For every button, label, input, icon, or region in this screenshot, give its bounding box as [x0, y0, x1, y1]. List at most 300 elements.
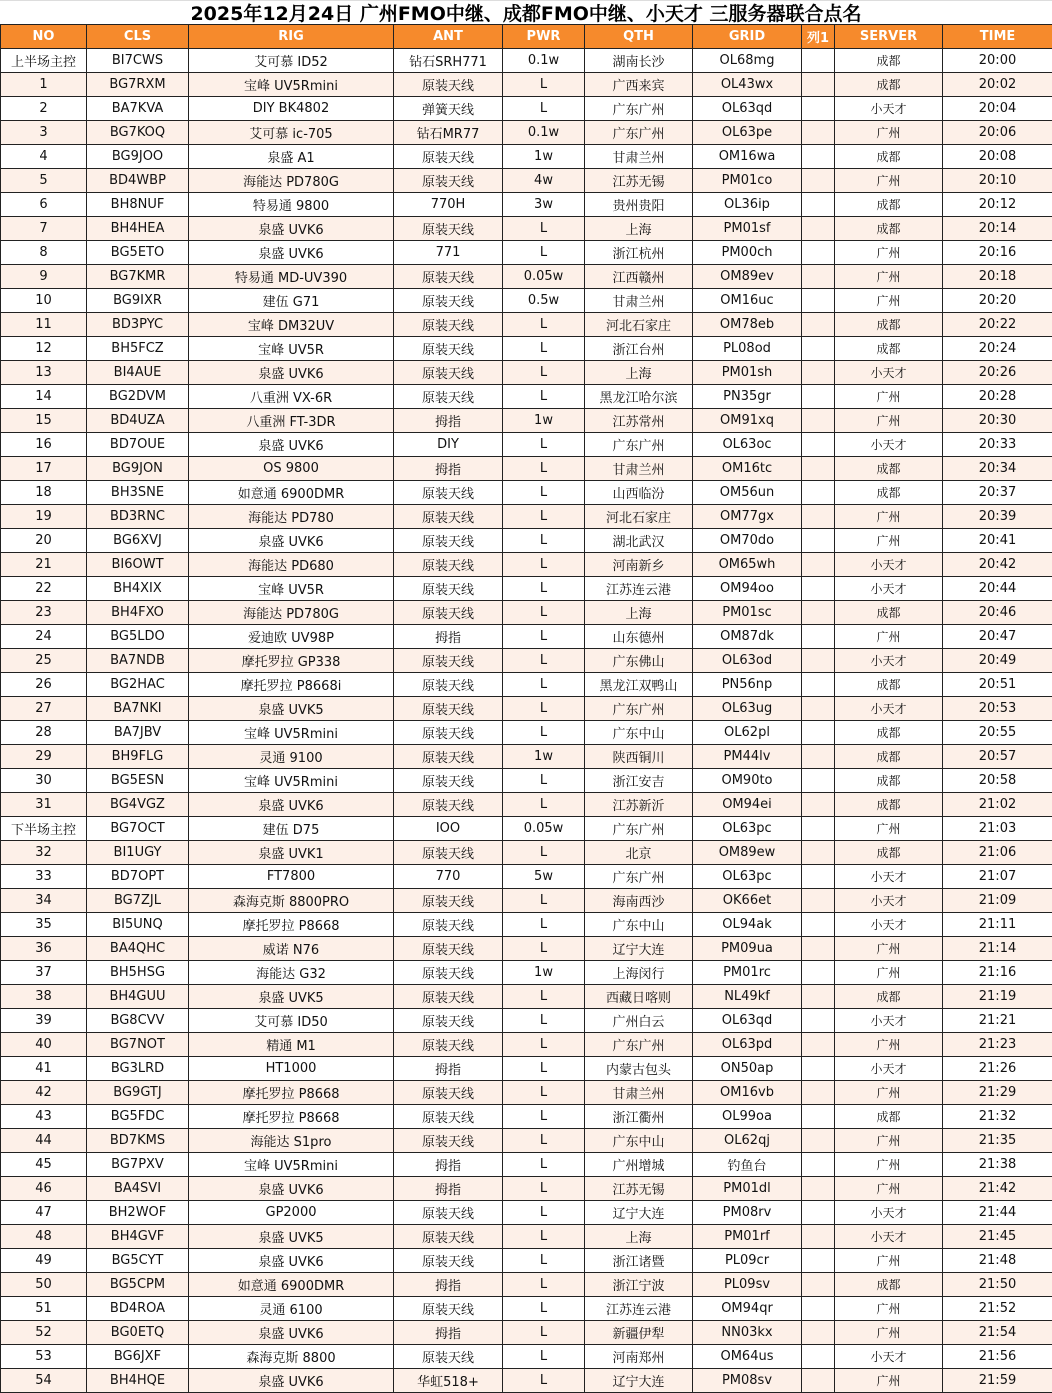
- cell-rig[interactable]: 摩托罗拉 P8668: [189, 1081, 394, 1105]
- cell-power[interactable]: 0.05w: [503, 817, 585, 841]
- cell-callsign[interactable]: BH4HQE: [87, 1369, 189, 1393]
- cell-power[interactable]: L: [503, 73, 585, 97]
- cell-grid[interactable]: OM87dk: [693, 625, 802, 649]
- cell-antenna[interactable]: 拇指: [394, 1321, 503, 1345]
- cell-server[interactable]: 广州: [835, 1177, 943, 1201]
- cell-callsign[interactable]: BH9FLG: [87, 745, 189, 769]
- cell-server[interactable]: 小天才: [835, 649, 943, 673]
- cell-grid[interactable]: OM89ev: [693, 265, 802, 289]
- cell-grid[interactable]: ON50ap: [693, 1057, 802, 1081]
- cell-no[interactable]: 39: [1, 1009, 87, 1033]
- cell-callsign[interactable]: BG9JOO: [87, 145, 189, 169]
- cell-callsign[interactable]: BG9JON: [87, 457, 189, 481]
- cell-antenna[interactable]: 原装天线: [394, 1345, 503, 1369]
- cell-grid[interactable]: PM44lv: [693, 745, 802, 769]
- cell-antenna[interactable]: 原装天线: [394, 841, 503, 865]
- cell-qth[interactable]: 湖南长沙: [585, 49, 693, 73]
- cell-rig[interactable]: OS 9800: [189, 457, 394, 481]
- cell-rig[interactable]: 海能达 PD780G: [189, 169, 394, 193]
- cell-callsign[interactable]: BG7PXV: [87, 1153, 189, 1177]
- cell-server[interactable]: 小天才: [835, 1201, 943, 1225]
- cell-rig[interactable]: DIY BK4802: [189, 97, 394, 121]
- cell-antenna[interactable]: 原装天线: [394, 937, 503, 961]
- cell-server[interactable]: 成都: [835, 673, 943, 697]
- cell-power[interactable]: L: [503, 505, 585, 529]
- cell-col1[interactable]: [802, 409, 835, 433]
- cell-grid[interactable]: OM16wa: [693, 145, 802, 169]
- cell-server[interactable]: 广州: [835, 121, 943, 145]
- cell-no[interactable]: 18: [1, 481, 87, 505]
- cell-rig[interactable]: 八重洲 VX-6R: [189, 385, 394, 409]
- column-header-time[interactable]: TIME: [943, 25, 1052, 49]
- cell-qth[interactable]: 上海: [585, 1225, 693, 1249]
- cell-server[interactable]: 广州: [835, 1321, 943, 1345]
- cell-server[interactable]: 小天才: [835, 577, 943, 601]
- cell-no[interactable]: 10: [1, 289, 87, 313]
- cell-callsign[interactable]: BA7JBV: [87, 721, 189, 745]
- cell-no[interactable]: 49: [1, 1249, 87, 1273]
- cell-callsign[interactable]: BA7NDB: [87, 649, 189, 673]
- cell-power[interactable]: 3w: [503, 193, 585, 217]
- cell-antenna[interactable]: 原装天线: [394, 505, 503, 529]
- cell-qth[interactable]: 广东广州: [585, 97, 693, 121]
- cell-server[interactable]: 小天才: [835, 697, 943, 721]
- cell-qth[interactable]: 江苏无锡: [585, 169, 693, 193]
- cell-power[interactable]: L: [503, 1153, 585, 1177]
- cell-grid[interactable]: PN56np: [693, 673, 802, 697]
- cell-no[interactable]: 16: [1, 433, 87, 457]
- cell-col1[interactable]: [802, 313, 835, 337]
- cell-rig[interactable]: 宝峰 UV5Rmini: [189, 769, 394, 793]
- cell-rig[interactable]: 海能达 G32: [189, 961, 394, 985]
- cell-power[interactable]: L: [503, 361, 585, 385]
- cell-power[interactable]: L: [503, 1105, 585, 1129]
- cell-power[interactable]: 0.5w: [503, 289, 585, 313]
- cell-antenna[interactable]: 钻石MR77: [394, 121, 503, 145]
- cell-col1[interactable]: [802, 241, 835, 265]
- cell-power[interactable]: L: [503, 1201, 585, 1225]
- cell-callsign[interactable]: BA7NKI: [87, 697, 189, 721]
- cell-time[interactable]: 20:18: [943, 265, 1052, 289]
- cell-col1[interactable]: [802, 889, 835, 913]
- cell-antenna[interactable]: 原装天线: [394, 553, 503, 577]
- cell-no[interactable]: 31: [1, 793, 87, 817]
- cell-antenna[interactable]: 原装天线: [394, 1297, 503, 1321]
- cell-qth[interactable]: 甘肃兰州: [585, 1081, 693, 1105]
- cell-antenna[interactable]: 原装天线: [394, 265, 503, 289]
- cell-rig[interactable]: 宝峰 UV5Rmini: [189, 1153, 394, 1177]
- cell-qth[interactable]: 河南郑州: [585, 1345, 693, 1369]
- cell-power[interactable]: L: [503, 337, 585, 361]
- cell-antenna[interactable]: 原装天线: [394, 289, 503, 313]
- cell-antenna[interactable]: 原装天线: [394, 1009, 503, 1033]
- cell-col1[interactable]: [802, 697, 835, 721]
- cell-time[interactable]: 21:44: [943, 1201, 1052, 1225]
- cell-grid[interactable]: PM01sh: [693, 361, 802, 385]
- cell-no[interactable]: 11: [1, 313, 87, 337]
- cell-power[interactable]: L: [503, 1057, 585, 1081]
- cell-no[interactable]: 28: [1, 721, 87, 745]
- cell-rig[interactable]: 艾可慕 ID50: [189, 1009, 394, 1033]
- cell-rig[interactable]: 摩托罗拉 P8668: [189, 1105, 394, 1129]
- cell-qth[interactable]: 广东中山: [585, 913, 693, 937]
- cell-time[interactable]: 21:29: [943, 1081, 1052, 1105]
- cell-time[interactable]: 20:33: [943, 433, 1052, 457]
- cell-power[interactable]: L: [503, 241, 585, 265]
- cell-time[interactable]: 20:30: [943, 409, 1052, 433]
- cell-antenna[interactable]: 拇指: [394, 1177, 503, 1201]
- cell-callsign[interactable]: BG5CYT: [87, 1249, 189, 1273]
- cell-power[interactable]: 1w: [503, 961, 585, 985]
- cell-no[interactable]: 33: [1, 865, 87, 889]
- cell-grid[interactable]: OM56un: [693, 481, 802, 505]
- cell-power[interactable]: L: [503, 481, 585, 505]
- cell-no[interactable]: 9: [1, 265, 87, 289]
- cell-rig[interactable]: 精通 M1: [189, 1033, 394, 1057]
- cell-power[interactable]: L: [503, 1321, 585, 1345]
- cell-no[interactable]: 44: [1, 1129, 87, 1153]
- cell-grid[interactable]: OL63pc: [693, 865, 802, 889]
- cell-antenna[interactable]: 拇指: [394, 457, 503, 481]
- cell-power[interactable]: 4w: [503, 169, 585, 193]
- cell-grid[interactable]: OK66et: [693, 889, 802, 913]
- cell-qth[interactable]: 广东广州: [585, 1033, 693, 1057]
- cell-rig[interactable]: 灵通 9100: [189, 745, 394, 769]
- cell-callsign[interactable]: BG6XVJ: [87, 529, 189, 553]
- cell-server[interactable]: 广州: [835, 1081, 943, 1105]
- cell-rig[interactable]: 泉盛 UVK5: [189, 985, 394, 1009]
- cell-server[interactable]: 广州: [835, 529, 943, 553]
- cell-col1[interactable]: [802, 1201, 835, 1225]
- cell-no[interactable]: 52: [1, 1321, 87, 1345]
- cell-rig[interactable]: 森海克斯 8800PRO: [189, 889, 394, 913]
- cell-rig[interactable]: FT7800: [189, 865, 394, 889]
- cell-col1[interactable]: [802, 361, 835, 385]
- cell-qth[interactable]: 山东德州: [585, 625, 693, 649]
- cell-server[interactable]: 广州: [835, 1129, 943, 1153]
- cell-rig[interactable]: 泉盛 UVK1: [189, 841, 394, 865]
- cell-rig[interactable]: 艾可慕 ID52: [189, 49, 394, 73]
- cell-rig[interactable]: GP2000: [189, 1201, 394, 1225]
- cell-server[interactable]: 成都: [835, 601, 943, 625]
- cell-power[interactable]: L: [503, 985, 585, 1009]
- cell-col1[interactable]: [802, 625, 835, 649]
- cell-time[interactable]: 21:06: [943, 841, 1052, 865]
- cell-time[interactable]: 21:14: [943, 937, 1052, 961]
- cell-callsign[interactable]: BG5FDC: [87, 1105, 189, 1129]
- cell-qth[interactable]: 广东广州: [585, 865, 693, 889]
- cell-time[interactable]: 20:22: [943, 313, 1052, 337]
- cell-power[interactable]: L: [503, 97, 585, 121]
- cell-server[interactable]: 成都: [835, 1105, 943, 1129]
- cell-power[interactable]: 5w: [503, 865, 585, 889]
- cell-qth[interactable]: 上海: [585, 601, 693, 625]
- cell-antenna[interactable]: 原装天线: [394, 913, 503, 937]
- cell-antenna[interactable]: 原装天线: [394, 961, 503, 985]
- cell-antenna[interactable]: 原装天线: [394, 769, 503, 793]
- cell-power[interactable]: L: [503, 433, 585, 457]
- cell-server[interactable]: 小天才: [835, 1057, 943, 1081]
- cell-no[interactable]: 2: [1, 97, 87, 121]
- cell-time[interactable]: 20:41: [943, 529, 1052, 553]
- cell-antenna[interactable]: 原装天线: [394, 1081, 503, 1105]
- cell-no[interactable]: 43: [1, 1105, 87, 1129]
- cell-no[interactable]: 17: [1, 457, 87, 481]
- cell-col1[interactable]: [802, 1081, 835, 1105]
- cell-no[interactable]: 24: [1, 625, 87, 649]
- cell-server[interactable]: 小天才: [835, 889, 943, 913]
- cell-col1[interactable]: [802, 769, 835, 793]
- cell-time[interactable]: 21:38: [943, 1153, 1052, 1177]
- cell-server[interactable]: 成都: [835, 145, 943, 169]
- cell-col1[interactable]: [802, 1273, 835, 1297]
- cell-qth[interactable]: 浙江台州: [585, 337, 693, 361]
- cell-callsign[interactable]: BD7OPT: [87, 865, 189, 889]
- cell-col1[interactable]: [802, 385, 835, 409]
- cell-qth[interactable]: 河北石家庄: [585, 313, 693, 337]
- cell-time[interactable]: 21:56: [943, 1345, 1052, 1369]
- cell-grid[interactable]: OM16vb: [693, 1081, 802, 1105]
- cell-grid[interactable]: OM89ew: [693, 841, 802, 865]
- cell-col1[interactable]: [802, 457, 835, 481]
- cell-qth[interactable]: 上海: [585, 217, 693, 241]
- cell-server[interactable]: 广州: [835, 385, 943, 409]
- cell-callsign[interactable]: BG7OCT: [87, 817, 189, 841]
- cell-rig[interactable]: 摩托罗拉 P8668i: [189, 673, 394, 697]
- cell-col1[interactable]: [802, 1009, 835, 1033]
- cell-rig[interactable]: 宝峰 UV5R: [189, 337, 394, 361]
- cell-time[interactable]: 20:14: [943, 217, 1052, 241]
- cell-server[interactable]: 成都: [835, 985, 943, 1009]
- cell-time[interactable]: 20:53: [943, 697, 1052, 721]
- cell-server[interactable]: 广州: [835, 625, 943, 649]
- cell-col1[interactable]: [802, 1225, 835, 1249]
- cell-callsign[interactable]: BG9IXR: [87, 289, 189, 313]
- cell-antenna[interactable]: 原装天线: [394, 481, 503, 505]
- cell-callsign[interactable]: BG9GTJ: [87, 1081, 189, 1105]
- cell-grid[interactable]: PM08sv: [693, 1369, 802, 1393]
- cell-time[interactable]: 21:48: [943, 1249, 1052, 1273]
- cell-server[interactable]: 广州: [835, 1033, 943, 1057]
- cell-no[interactable]: 20: [1, 529, 87, 553]
- cell-col1[interactable]: [802, 937, 835, 961]
- cell-callsign[interactable]: BD4UZA: [87, 409, 189, 433]
- cell-time[interactable]: 20:12: [943, 193, 1052, 217]
- cell-no[interactable]: 26: [1, 673, 87, 697]
- cell-callsign[interactable]: BD7KMS: [87, 1129, 189, 1153]
- cell-callsign[interactable]: BH8NUF: [87, 193, 189, 217]
- cell-callsign[interactable]: BG6JXF: [87, 1345, 189, 1369]
- cell-no[interactable]: 21: [1, 553, 87, 577]
- cell-col1[interactable]: [802, 337, 835, 361]
- cell-time[interactable]: 21:59: [943, 1369, 1052, 1393]
- cell-grid[interactable]: OM78eb: [693, 313, 802, 337]
- cell-qth[interactable]: 浙江杭州: [585, 241, 693, 265]
- cell-power[interactable]: L: [503, 793, 585, 817]
- cell-rig[interactable]: 泉盛 UVK5: [189, 1225, 394, 1249]
- cell-grid[interactable]: PM01rf: [693, 1225, 802, 1249]
- cell-qth[interactable]: 浙江宁波: [585, 1273, 693, 1297]
- cell-callsign[interactable]: BG8CVV: [87, 1009, 189, 1033]
- cell-grid[interactable]: OM16uc: [693, 289, 802, 313]
- cell-col1[interactable]: [802, 97, 835, 121]
- cell-grid[interactable]: PM01co: [693, 169, 802, 193]
- cell-col1[interactable]: [802, 793, 835, 817]
- cell-rig[interactable]: 爱迪欧 UV98P: [189, 625, 394, 649]
- cell-grid[interactable]: OL62pl: [693, 721, 802, 745]
- cell-qth[interactable]: 辽宁大连: [585, 1369, 693, 1393]
- cell-callsign[interactable]: BA4QHC: [87, 937, 189, 961]
- cell-callsign[interactable]: BI7CWS: [87, 49, 189, 73]
- cell-power[interactable]: L: [503, 673, 585, 697]
- cell-callsign[interactable]: BG7NOT: [87, 1033, 189, 1057]
- cell-callsign[interactable]: BH4FXO: [87, 601, 189, 625]
- cell-qth[interactable]: 山西临汾: [585, 481, 693, 505]
- cell-rig[interactable]: 摩托罗拉 P8668: [189, 913, 394, 937]
- cell-callsign[interactable]: BG7ZJL: [87, 889, 189, 913]
- cell-server[interactable]: 广州: [835, 241, 943, 265]
- cell-rig[interactable]: 海能达 PD780G: [189, 601, 394, 625]
- cell-time[interactable]: 20:06: [943, 121, 1052, 145]
- cell-power[interactable]: L: [503, 529, 585, 553]
- cell-server[interactable]: 广州: [835, 961, 943, 985]
- cell-antenna[interactable]: 拇指: [394, 1153, 503, 1177]
- cell-callsign[interactable]: BA4SVI: [87, 1177, 189, 1201]
- cell-antenna[interactable]: 原装天线: [394, 73, 503, 97]
- cell-time[interactable]: 20:02: [943, 73, 1052, 97]
- cell-no[interactable]: 27: [1, 697, 87, 721]
- cell-antenna[interactable]: 拇指: [394, 625, 503, 649]
- cell-qth[interactable]: 黑龙江双鸭山: [585, 673, 693, 697]
- cell-callsign[interactable]: BA7KVA: [87, 97, 189, 121]
- cell-server[interactable]: 小天才: [835, 97, 943, 121]
- cell-antenna[interactable]: 原装天线: [394, 361, 503, 385]
- cell-rig[interactable]: 泉盛 UVK6: [189, 217, 394, 241]
- cell-col1[interactable]: [802, 145, 835, 169]
- cell-no[interactable]: 1: [1, 73, 87, 97]
- cell-no[interactable]: 51: [1, 1297, 87, 1321]
- cell-callsign[interactable]: BH5HSG: [87, 961, 189, 985]
- cell-antenna[interactable]: 771: [394, 241, 503, 265]
- cell-grid[interactable]: OL63oc: [693, 433, 802, 457]
- cell-callsign[interactable]: BG7KMR: [87, 265, 189, 289]
- cell-grid[interactable]: OM91xq: [693, 409, 802, 433]
- cell-qth[interactable]: 海南西沙: [585, 889, 693, 913]
- cell-callsign[interactable]: BH4XIX: [87, 577, 189, 601]
- cell-time[interactable]: 21:11: [943, 913, 1052, 937]
- cell-col1[interactable]: [802, 1345, 835, 1369]
- cell-grid[interactable]: PN35gr: [693, 385, 802, 409]
- cell-power[interactable]: L: [503, 1033, 585, 1057]
- cell-callsign[interactable]: BD3PYC: [87, 313, 189, 337]
- cell-grid[interactable]: OM70do: [693, 529, 802, 553]
- cell-callsign[interactable]: BH4GUU: [87, 985, 189, 1009]
- cell-server[interactable]: 小天才: [835, 865, 943, 889]
- cell-qth[interactable]: 浙江诸暨: [585, 1249, 693, 1273]
- cell-time[interactable]: 21:35: [943, 1129, 1052, 1153]
- cell-qth[interactable]: 河北石家庄: [585, 505, 693, 529]
- cell-antenna[interactable]: 原装天线: [394, 1201, 503, 1225]
- cell-qth[interactable]: 浙江衢州: [585, 1105, 693, 1129]
- cell-no[interactable]: 3: [1, 121, 87, 145]
- cell-col1[interactable]: [802, 505, 835, 529]
- cell-grid[interactable]: OL94ak: [693, 913, 802, 937]
- cell-power[interactable]: L: [503, 625, 585, 649]
- cell-grid[interactable]: PL09sv: [693, 1273, 802, 1297]
- cell-antenna[interactable]: 原装天线: [394, 793, 503, 817]
- cell-no[interactable]: 上半场主控: [1, 49, 87, 73]
- cell-time[interactable]: 20:00: [943, 49, 1052, 73]
- cell-time[interactable]: 20:26: [943, 361, 1052, 385]
- cell-grid[interactable]: OM65wh: [693, 553, 802, 577]
- cell-no[interactable]: 14: [1, 385, 87, 409]
- cell-callsign[interactable]: BD7OUE: [87, 433, 189, 457]
- cell-no[interactable]: 4: [1, 145, 87, 169]
- cell-rig[interactable]: 海能达 PD780: [189, 505, 394, 529]
- cell-no[interactable]: 34: [1, 889, 87, 913]
- cell-col1[interactable]: [802, 265, 835, 289]
- cell-callsign[interactable]: BH4GVF: [87, 1225, 189, 1249]
- cell-server[interactable]: 成都: [835, 745, 943, 769]
- cell-power[interactable]: L: [503, 721, 585, 745]
- cell-no[interactable]: 40: [1, 1033, 87, 1057]
- cell-time[interactable]: 21:50: [943, 1273, 1052, 1297]
- cell-col1[interactable]: [802, 553, 835, 577]
- cell-col1[interactable]: [802, 289, 835, 313]
- cell-power[interactable]: L: [503, 1177, 585, 1201]
- column-header-callsign[interactable]: CLS: [87, 25, 189, 49]
- cell-callsign[interactable]: BI6OWT: [87, 553, 189, 577]
- cell-rig[interactable]: 特易通 MD-UV390: [189, 265, 394, 289]
- cell-antenna[interactable]: 原装天线: [394, 721, 503, 745]
- cell-no[interactable]: 19: [1, 505, 87, 529]
- cell-antenna[interactable]: 原装天线: [394, 985, 503, 1009]
- cell-power[interactable]: L: [503, 457, 585, 481]
- cell-rig[interactable]: 威诺 N76: [189, 937, 394, 961]
- cell-antenna[interactable]: 770H: [394, 193, 503, 217]
- cell-antenna[interactable]: 弹簧天线: [394, 97, 503, 121]
- cell-server[interactable]: 成都: [835, 793, 943, 817]
- cell-rig[interactable]: 海能达 S1pro: [189, 1129, 394, 1153]
- cell-server[interactable]: 广州: [835, 289, 943, 313]
- cell-server[interactable]: 成都: [835, 337, 943, 361]
- cell-qth[interactable]: 辽宁大连: [585, 1201, 693, 1225]
- cell-server[interactable]: 小天才: [835, 1225, 943, 1249]
- cell-grid[interactable]: NN03kx: [693, 1321, 802, 1345]
- cell-power[interactable]: L: [503, 1081, 585, 1105]
- cell-col1[interactable]: [802, 73, 835, 97]
- cell-no[interactable]: 7: [1, 217, 87, 241]
- cell-qth[interactable]: 广州增城: [585, 1153, 693, 1177]
- cell-time[interactable]: 20:10: [943, 169, 1052, 193]
- cell-no[interactable]: 48: [1, 1225, 87, 1249]
- cell-rig[interactable]: 泉盛 UVK6: [189, 433, 394, 457]
- cell-qth[interactable]: 黑龙江哈尔滨: [585, 385, 693, 409]
- cell-callsign[interactable]: BG7KOQ: [87, 121, 189, 145]
- cell-time[interactable]: 21:21: [943, 1009, 1052, 1033]
- cell-power[interactable]: L: [503, 1009, 585, 1033]
- cell-col1[interactable]: [802, 1033, 835, 1057]
- cell-callsign[interactable]: BD3RNC: [87, 505, 189, 529]
- cell-col1[interactable]: [802, 169, 835, 193]
- cell-power[interactable]: L: [503, 697, 585, 721]
- cell-time[interactable]: 21:42: [943, 1177, 1052, 1201]
- cell-power[interactable]: L: [503, 1249, 585, 1273]
- cell-no[interactable]: 42: [1, 1081, 87, 1105]
- cell-col1[interactable]: [802, 745, 835, 769]
- cell-server[interactable]: 成都: [835, 73, 943, 97]
- cell-rig[interactable]: 森海克斯 8800: [189, 1345, 394, 1369]
